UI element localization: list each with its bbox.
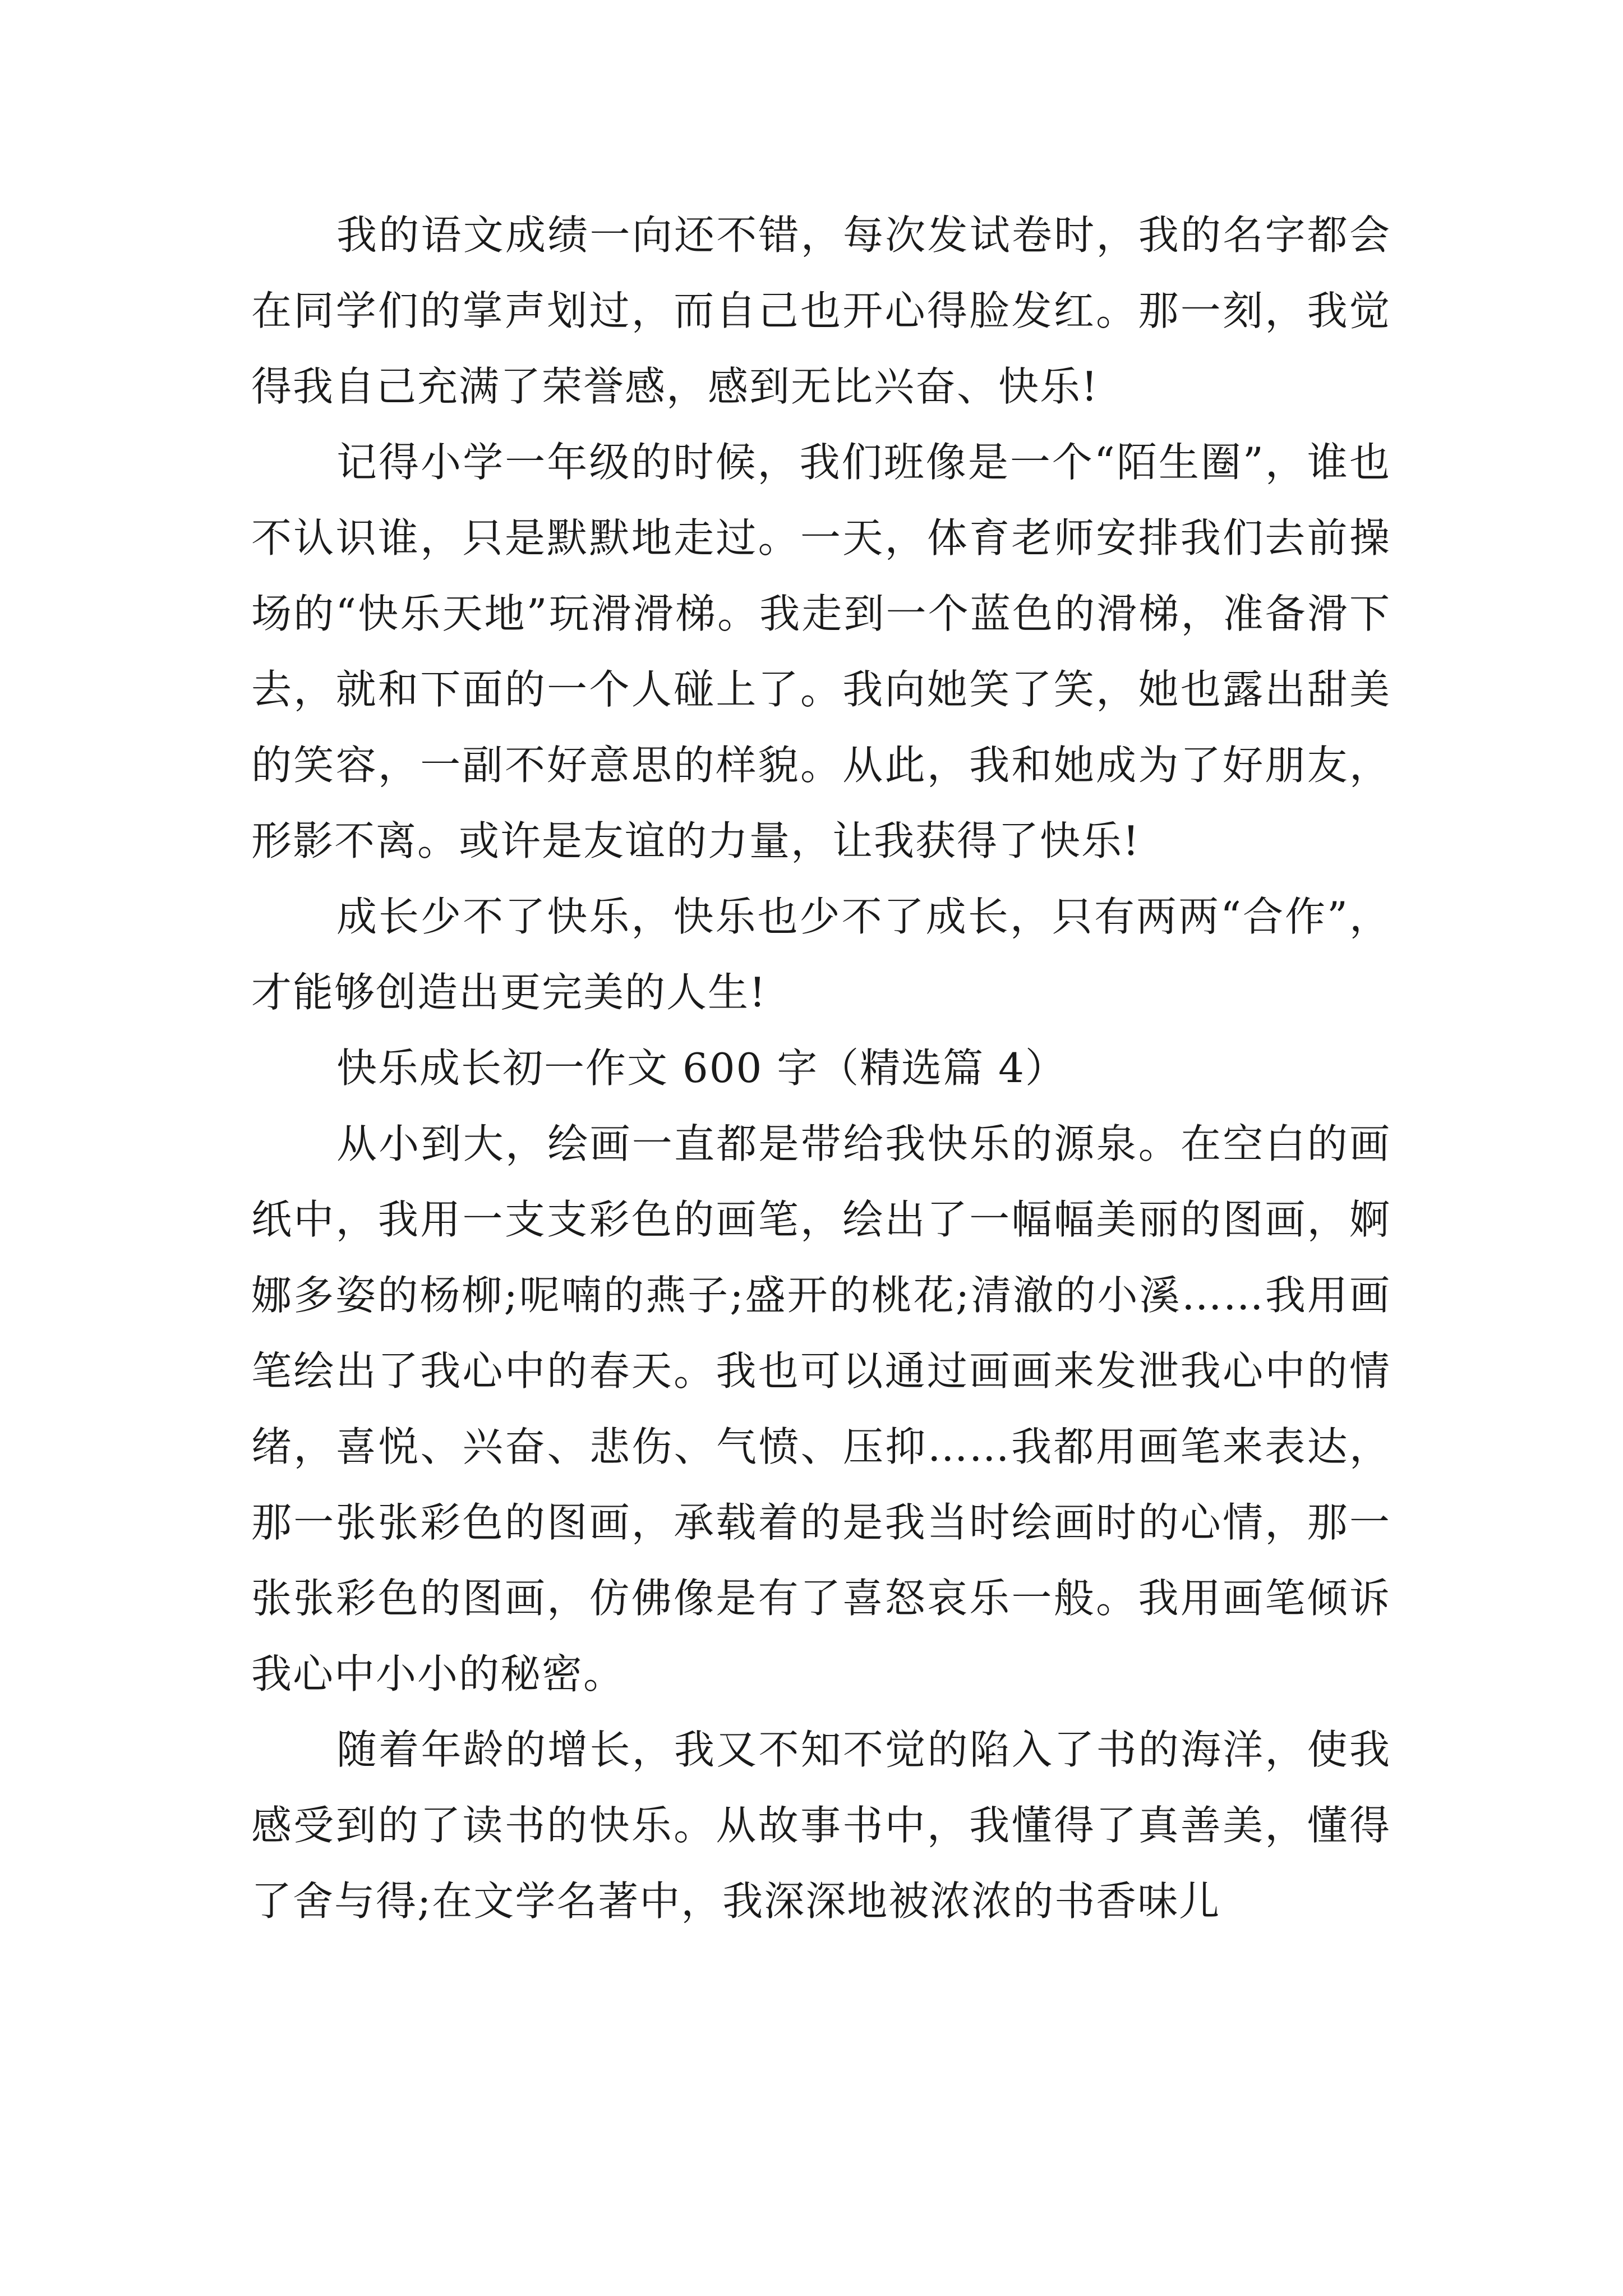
article-body	[251, 197, 1391, 1939]
paragraph-honor: 我的语文成绩一向还不错，每次发试卷时，我的名字都会在同学们的掌声划过，而自己也开心得脸发红。那一刻，我觉得我自己充满了荣誉感，感到无比兴奋、快乐!	[251, 211, 1391, 410]
section-heading: 快乐成长初一作文 600 字（精选篇 4）	[336, 1045, 1067, 1092]
paragraph-reading: 随着年龄的增长，我又不知不觉的陷入了书的海洋，使我感受到的了读书的快乐。从故事书中，我懂得了真善美，懂得了舍与得;在文学名著中，我深深地被浓浓的书香味儿	[251, 1726, 1391, 1925]
paragraph-conclusion: 成长少不了快乐，快乐也少不了成长，只有两两“合作”，才能够创造出更完美的人生!	[251, 893, 1391, 1016]
paragraph-friendship: 记得小学一年级的时候，我们班像是一个“陌生圈”，谁也不认识谁，只是默默地走过。一天，体育老师安排我们去前操场的“快乐天地”玩滑滑梯。我走到一个蓝色的滑梯，准备滑下去，就和下面的一个人碰上了。我向她笑了笑，她也露出甜美的笑容，一副不好意思的样貌。从此，我和她成为了好朋友，形影不离。或许是友谊的力量，让我获得了快乐!	[251, 439, 1391, 864]
paragraph-painting: 从小到大，绘画一直都是带给我快乐的源泉。在空白的画纸中，我用一支支彩色的画笔，绘出了一幅幅美丽的图画，婀娜多姿的杨柳;呢喃的燕子;盛开的桃花;清澈的小溪……我用画笔绘出了我心中的春天。我也可以通过画画来发泄我心中的情绪，喜悦、兴奋、悲伤、气愤、压抑……我都用画笔来表达，那一张张彩色的图画，承载着的是我当时绘画时的心情，那一张张彩色的图画，仿佛像是有了喜怒哀乐一般。我用画笔倾诉我心中小小的秘密。	[251, 1120, 1391, 1697]
